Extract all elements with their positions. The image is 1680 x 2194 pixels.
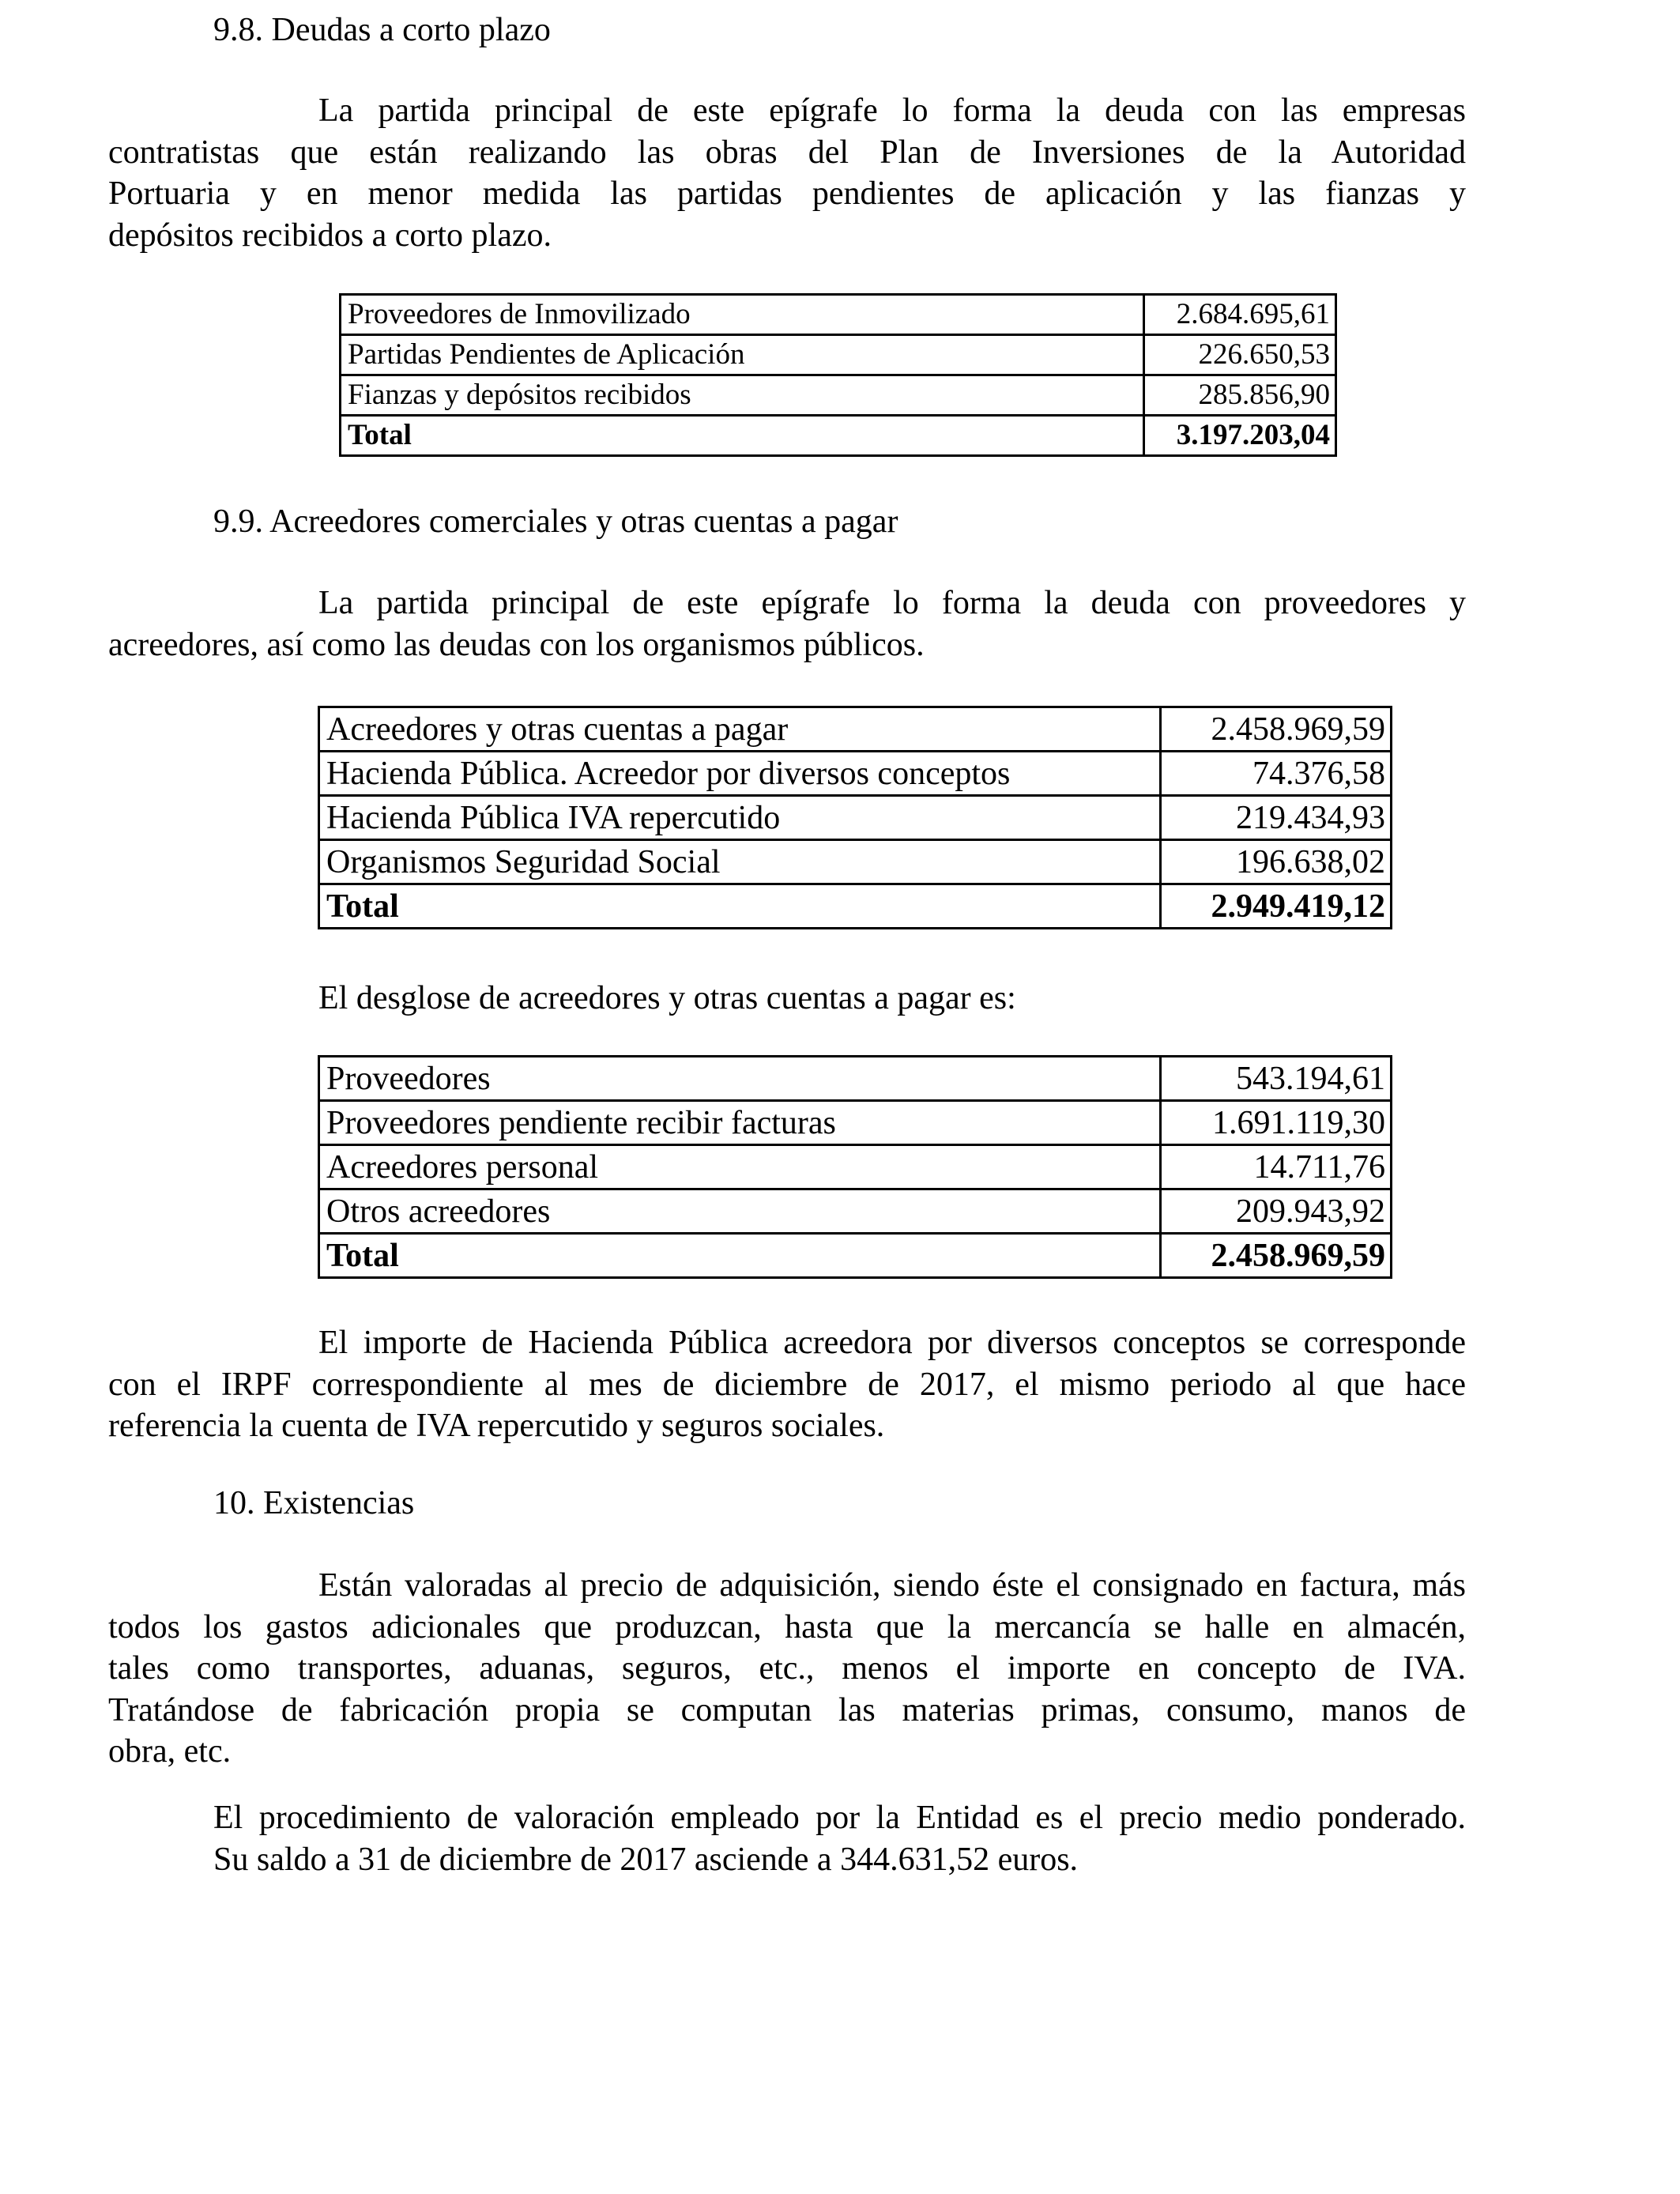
table-total-value: 3.197.203,04 xyxy=(1144,416,1336,456)
paragraph-9-8-intro xyxy=(108,90,1466,256)
table-cell-value: 2.458.969,59 xyxy=(1161,707,1392,752)
table-cell-value: 226.650,53 xyxy=(1144,335,1336,375)
paragraph-line: acreedores, así como las deudas con los organismos públicos. xyxy=(108,626,925,663)
table-row xyxy=(341,335,1336,375)
table-cell-label: Proveedores de Inmovilizado xyxy=(341,295,1144,335)
table-cell-value: 543.194,61 xyxy=(1161,1057,1392,1101)
creditors-breakdown-table xyxy=(318,1055,1392,1279)
paragraph-line: depósitos recibidos a corto plazo. xyxy=(108,217,552,254)
creditors-table xyxy=(318,706,1392,929)
table-cell-value: 14.711,76 xyxy=(1161,1145,1392,1189)
table-row xyxy=(319,840,1392,884)
table-cell-label: Proveedores xyxy=(319,1057,1161,1101)
table-cell-value: 74.376,58 xyxy=(1161,752,1392,796)
table-total-row xyxy=(319,1234,1392,1278)
paragraph-line: Tratándose de fabricación propia se computan las materias primas, consumo, manos de xyxy=(108,1691,1466,1728)
paragraph-line: El procedimiento de valoración empleado por la Entidad es el precio medio ponderado. xyxy=(213,1800,1466,1836)
table-cell-value: 1.691.119,30 xyxy=(1161,1101,1392,1145)
table-cell-label: Partidas Pendientes de Aplicación xyxy=(341,335,1144,375)
table-total-row xyxy=(319,884,1392,929)
short-term-debt-table xyxy=(339,293,1337,457)
table-total-label: Total xyxy=(319,1234,1161,1278)
table-total-value: 2.949.419,12 xyxy=(1161,884,1392,929)
paragraph-line: Portuaria y en menor medida las partidas pendientes de aplicación y las fianzas y xyxy=(108,175,1466,212)
paragraph-existencias xyxy=(108,1565,1466,1773)
table-cell-label: Otros acreedores xyxy=(319,1189,1161,1234)
paragraph-line: todos los gastos adicionales que produzcan, hasta que la mercancía se halle en almacén, xyxy=(108,1608,1466,1646)
paragraph-line: referencia la cuenta de IVA repercutido y seguros sociales. xyxy=(108,1408,885,1444)
paragraph-line: La partida principal de este epígrafe lo forma la deuda con las empresas xyxy=(318,92,1466,129)
table-cell-value: 285.856,90 xyxy=(1144,375,1336,416)
table-cell-value: 209.943,92 xyxy=(1161,1189,1392,1234)
paragraph-line: tales como transportes, aduanas, seguros, etc., menos el importe en concepto de IVA. xyxy=(108,1650,1466,1687)
table-row xyxy=(319,752,1392,796)
table-row xyxy=(319,1101,1392,1145)
table-row xyxy=(319,796,1392,840)
table-cell-label: Hacienda Pública. Acreedor por diversos conceptos xyxy=(319,752,1161,796)
table-cell-label: Fianzas y depósitos recibidos xyxy=(341,375,1144,416)
table-cell-label: Organismos Seguridad Social xyxy=(319,840,1161,884)
paragraph-line: El desglose de acreedores y otras cuentas a pagar es: xyxy=(318,980,1016,1016)
paragraph-line: contratistas que están realizando las obras del Plan de Inversiones de la Autoridad xyxy=(108,134,1466,171)
table-cell-label: Hacienda Pública IVA repercutido xyxy=(319,796,1161,840)
paragraph-line: Están valoradas al precio de adquisición, siendo éste el consignado en factura, más xyxy=(318,1567,1466,1604)
table-total-value: 2.458.969,59 xyxy=(1161,1234,1392,1278)
paragraph-line: con el IRPF correspondiente al mes de diciembre de 2017, el mismo periodo al que hace xyxy=(108,1366,1466,1403)
paragraph-valoracion xyxy=(213,1797,1466,1880)
table-row xyxy=(319,1189,1392,1234)
table-cell-label: Proveedores pendiente recibir facturas xyxy=(319,1101,1161,1145)
section-heading-10: 10. Existencias xyxy=(213,1485,415,1521)
paragraph-line: El importe de Hacienda Pública acreedora por diversos conceptos se corresponde xyxy=(318,1325,1466,1361)
table-cell-label: Acreedores y otras cuentas a pagar xyxy=(319,707,1161,752)
paragraph-line: obra, etc. xyxy=(108,1733,232,1770)
table-cell-value: 2.684.695,61 xyxy=(1144,295,1336,335)
section-heading-9-9: 9.9. Acreedores comerciales y otras cuentas a pagar xyxy=(213,503,898,540)
table-row xyxy=(341,295,1336,335)
table-row xyxy=(319,1145,1392,1189)
table-row xyxy=(341,375,1336,416)
paragraph-hacienda xyxy=(108,1322,1466,1447)
table-total-label: Total xyxy=(341,416,1144,456)
paragraph-9-9-intro xyxy=(108,582,1466,665)
table-row xyxy=(319,1057,1392,1101)
table-total-label: Total xyxy=(319,884,1161,929)
breakdown-intro xyxy=(213,978,1466,1020)
table-total-row xyxy=(341,416,1336,456)
paragraph-line: Su saldo a 31 de diciembre de 2017 asciende a 344.631,52 euros. xyxy=(213,1841,1079,1878)
paragraph-line: La partida principal de este epígrafe lo forma la deuda con proveedores y xyxy=(318,585,1466,621)
section-heading-9-8: 9.8. Deudas a corto plazo xyxy=(213,12,551,48)
table-cell-value: 219.434,93 xyxy=(1161,796,1392,840)
table-cell-value: 196.638,02 xyxy=(1161,840,1392,884)
table-row xyxy=(319,707,1392,752)
table-cell-label: Acreedores personal xyxy=(319,1145,1161,1189)
